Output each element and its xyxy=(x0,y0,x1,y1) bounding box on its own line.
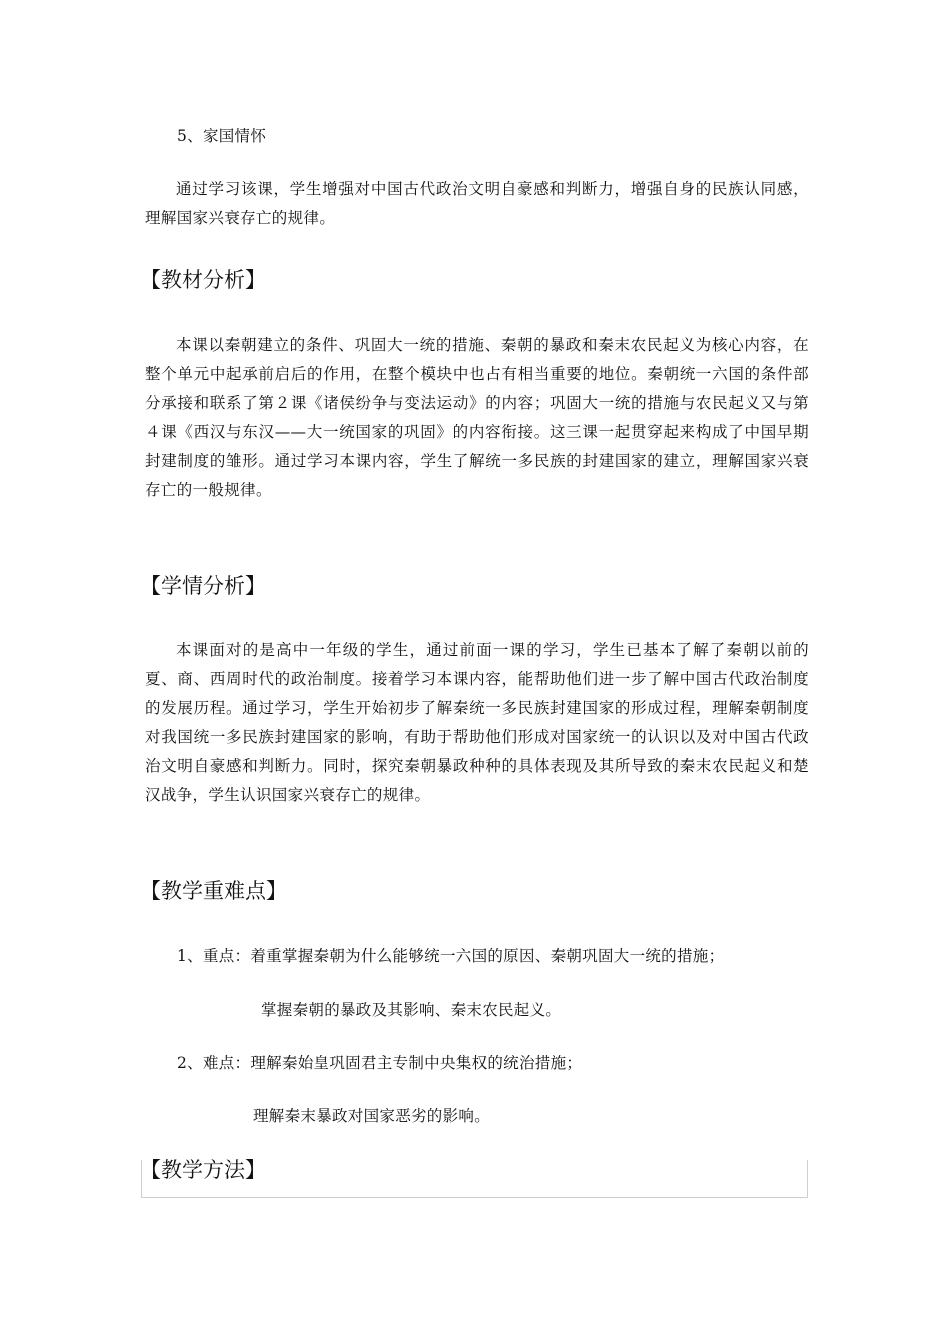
key-point-line-1: 1、重点：着重掌握秦朝为什么能够统一六国的原因、秦朝巩固大一统的措施； xyxy=(177,947,725,965)
difficult-point-line-1: 2、难点：理解秦始皇巩固君主专制中央集权的统治措施； xyxy=(177,1054,583,1072)
key-points-heading: 【教学重难点】 xyxy=(140,879,287,903)
difficult-point-line-2: 理解秦末暴政对国家恶劣的影响。 xyxy=(253,1107,491,1125)
key-point-line-2: 掌握秦朝的暴政及其影响、秦末农民起义。 xyxy=(261,1001,562,1019)
student-analysis-paragraph: 本课面对的是高中一年级的学生，通过前面一课的学习，学生已基本了解了秦朝以前的夏、商、西周时代的政治制度。接着学习本课内容，能帮助他们进一步了解中国古代政治制度的发展历程。通过学习，学生开始初步了解秦统一多民族封建国家的形成过程，理解秦朝制度对我国统一多民族封建国家的影响，有助于帮助他们形成对国家统一的认识以及对中国古代政治文明自豪感和判断力。同时，探究秦朝暴政种种的具体表现及其所导致的秦末农民起义和楚汉战争，学生认识国家兴衰存亡的规律。 xyxy=(145,641,809,804)
homeland-paragraph: 通过学习该课，学生增强对中国古代政治文明自豪感和判断力，增强自身的民族认同感，理解国家兴衰存亡的规律。 xyxy=(145,180,809,227)
material-analysis-paragraph: 本课以秦朝建立的条件、巩固大一统的措施、秦朝的暴政和秦末农民起义为核心内容，在整个单元中起承前启后的作用，在整个模块中也占有相当重要的地位。秦朝统一六国的条件部分承接和联系了第２课《诸侯纷争与变法运动》的内容；巩固大一统的措施与农民起义又与第４课《西汉与东汉——大一统国家的巩固》的内容衔接。这三课一起贯穿起来构成了中国早期封建制度的雏形。通过学习本课内容，学生了解统一多民族的封建国家的建立，理解国家兴衰存亡的一般规律。 xyxy=(145,336,809,499)
material-analysis-heading: 【教材分析】 xyxy=(140,268,266,292)
homeland-label: 5、家国情怀 xyxy=(177,127,267,145)
student-analysis-heading: 【学情分析】 xyxy=(140,574,266,598)
teaching-methods-heading: 【教学方法】 xyxy=(140,1158,266,1182)
